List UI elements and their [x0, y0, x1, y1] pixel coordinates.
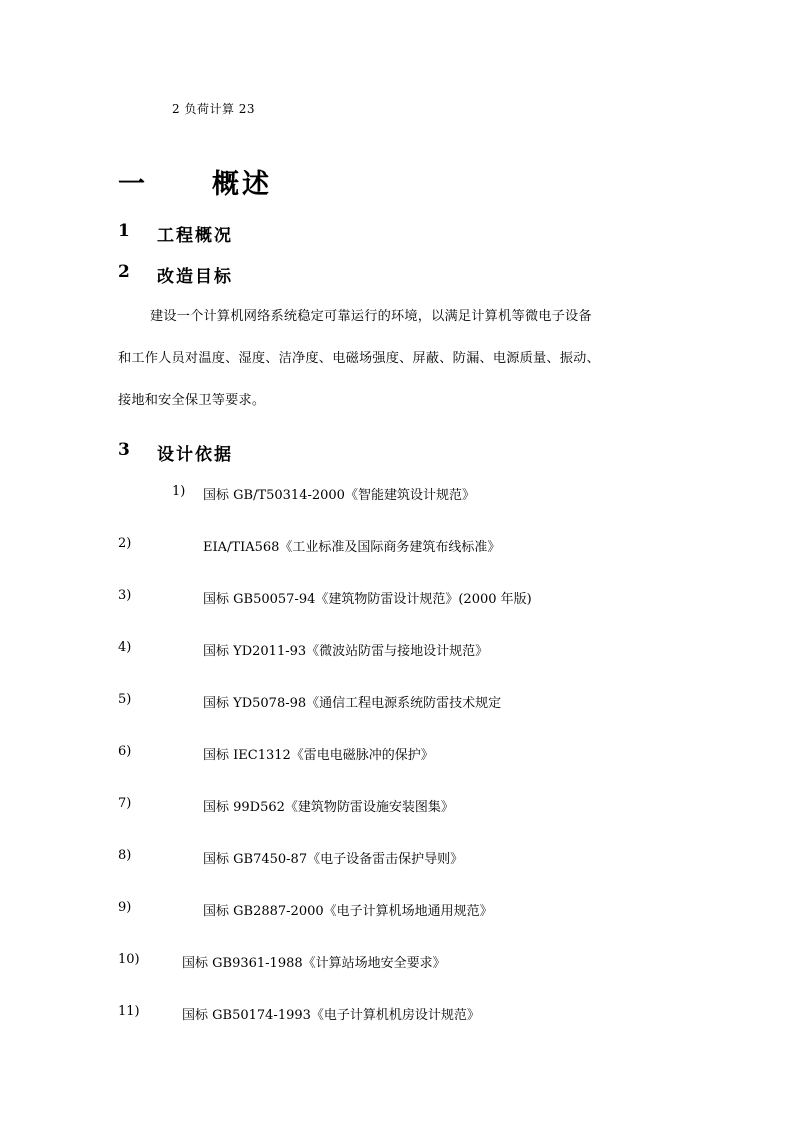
goal-paragraph-line-3: 接地和安全保卫等要求。 — [118, 393, 266, 408]
section-1-number: 1 — [118, 221, 130, 241]
section-3-title: 设计依据 — [157, 445, 233, 465]
toc-line: 2 负荷计算 23 — [172, 102, 256, 116]
section-2-title: 改造目标 — [157, 267, 233, 287]
reference-text: 国标 GB9361-1988《计算站场地安全要求》 — [182, 956, 446, 971]
reference-number: 5) — [118, 692, 132, 707]
reference-text: 国标 99D562《建筑物防雷设施安装图集》 — [203, 800, 454, 815]
chapter-number: 一 — [118, 169, 145, 200]
reference-number: 11) — [118, 1004, 140, 1019]
reference-number: 1) — [172, 484, 186, 499]
reference-number: 2) — [118, 536, 132, 551]
reference-text: 国标 YD2011-93《微波站防雷与接地设计规范》 — [203, 644, 489, 659]
reference-text: 国标 YD5078-98《通信工程电源系统防雷技术规定 — [203, 696, 502, 711]
reference-text: 国标 GB50174-1993《电子计算机机房设计规范》 — [182, 1008, 480, 1023]
reference-number: 7) — [118, 796, 132, 811]
reference-number: 6) — [118, 744, 132, 759]
section-3-number: 3 — [118, 440, 130, 460]
chapter-title: 概述 — [212, 169, 272, 200]
goal-paragraph-line-2: 和工作人员对温度、湿度、洁净度、电磁场强度、屏蔽、防漏、电源质量、振动、 — [118, 351, 600, 366]
reference-number: 8) — [118, 848, 132, 863]
reference-number: 10) — [118, 952, 140, 967]
reference-number: 3) — [118, 588, 132, 603]
goal-paragraph-line-1: 建设一个计算机网络系统稳定可靠运行的环境，以满足计算机等微电子设备 — [150, 309, 592, 324]
reference-text: 国标 GB/T50314-2000《智能建筑设计规范》 — [203, 488, 475, 503]
reference-text: 国标 IEC1312《雷电电磁脉冲的保护》 — [203, 748, 434, 763]
reference-text: 国标 GB7450-87《电子设备雷击保护导则》 — [203, 852, 464, 867]
reference-number: 4) — [118, 640, 132, 655]
section-2-number: 2 — [118, 262, 130, 282]
reference-number: 9) — [118, 900, 132, 915]
reference-text: 国标 GB2887-2000《电子计算机场地通用规范》 — [203, 904, 493, 919]
section-1-title: 工程概况 — [157, 226, 233, 246]
reference-text: 国标 GB50057-94《建筑物防雷设计规范》(2000 年版) — [203, 592, 532, 607]
reference-text: EIA/TIA568《工业标准及国际商务建筑布线标准》 — [203, 540, 501, 555]
